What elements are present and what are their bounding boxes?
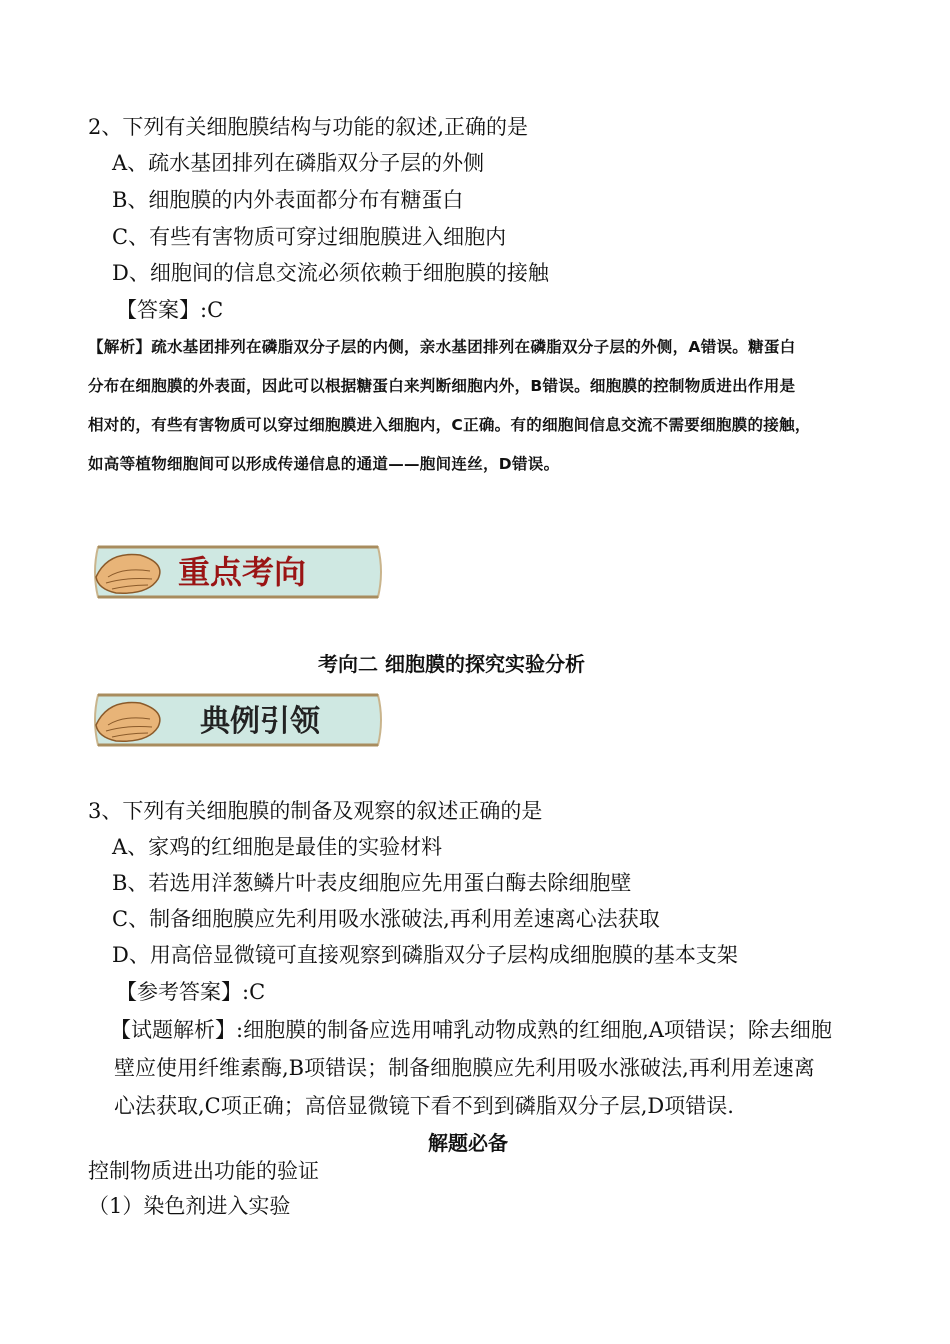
explanation-line: 如高等植物细胞间可以形成传递信息的通道——胞间连丝，D错误。 <box>88 455 560 473</box>
explanation-line: 【解析】疏水基团排列在磷脂双分子层的内侧，亲水基团排列在磷脂双分子层的外侧，A错误。糖蛋白 <box>88 338 796 356</box>
question-2-option-a: A、疏水基团排列在磷脂双分子层的外侧 <box>112 151 485 175</box>
question-3-option-a: A、家鸡的红细胞是最佳的实验材料 <box>112 835 443 859</box>
question-2-stem: 2、下列有关细胞膜结构与功能的叙述,正确的是 <box>88 115 529 139</box>
question-2-explanation <box>88 328 888 484</box>
banner-label: 典例引领 <box>200 704 320 739</box>
question-3-analysis <box>110 1011 832 1125</box>
question-3-stem: 3、下列有关细胞膜的制备及观察的叙述正确的是 <box>88 799 543 823</box>
explanation-line: 相对的，有些有害物质可以穿过细胞膜进入细胞内，C正确。有的细胞间信息交流不需要细胞膜的接触， <box>88 416 811 434</box>
analysis-line: 【试题解析】:细胞膜的制备应选用哺乳动物成熟的红细胞,A项错误；除去细胞 <box>110 1018 832 1042</box>
question-2-option-b: B、细胞膜的内外表面都分布有糖蛋白 <box>112 188 464 212</box>
banner-label: 重点考向 <box>178 553 307 591</box>
banner-typical-example <box>88 685 388 755</box>
explanation-line: 分布在细胞膜的外表面，因此可以根据糖蛋白来判断细胞内外，B错误。细胞膜的控制物质进出作用是 <box>88 377 796 395</box>
solution-heading: 解题必备 <box>428 1131 508 1155</box>
verify-title: 控制物质进出功能的验证 <box>88 1159 319 1183</box>
question-2-option-c: C、有些有害物质可穿过细胞膜进入细胞内 <box>112 225 507 249</box>
question-2-answer: 【答案】:C <box>116 298 224 322</box>
analysis-line: 壁应使用纤维素酶,B项错误；制备细胞膜应先利用吸水涨破法,再利用差速离 <box>114 1056 815 1080</box>
question-3-option-c: C、制备细胞膜应先利用吸水涨破法,再利用差速离心法获取 <box>112 907 660 931</box>
verify-item-1: （1）染色剂进入实验 <box>88 1194 291 1218</box>
section-title: 考向二 细胞膜的探究实验分析 <box>318 652 585 676</box>
question-3-option-b: B、若选用洋葱鳞片叶表皮细胞应先用蛋白酶去除细胞壁 <box>112 871 632 895</box>
question-3-option-d: D、用高倍显微镜可直接观察到磷脂双分子层构成细胞膜的基本支架 <box>112 943 738 967</box>
question-3-answer: 【参考答案】:C <box>116 980 266 1004</box>
banner-key-focus <box>88 537 388 607</box>
question-2-option-d: D、细胞间的信息交流必须依赖于细胞膜的接触 <box>112 261 549 285</box>
analysis-line: 心法获取,C项正确；高倍显微镜下看不到到磷脂双分子层,D项错误. <box>114 1094 734 1118</box>
